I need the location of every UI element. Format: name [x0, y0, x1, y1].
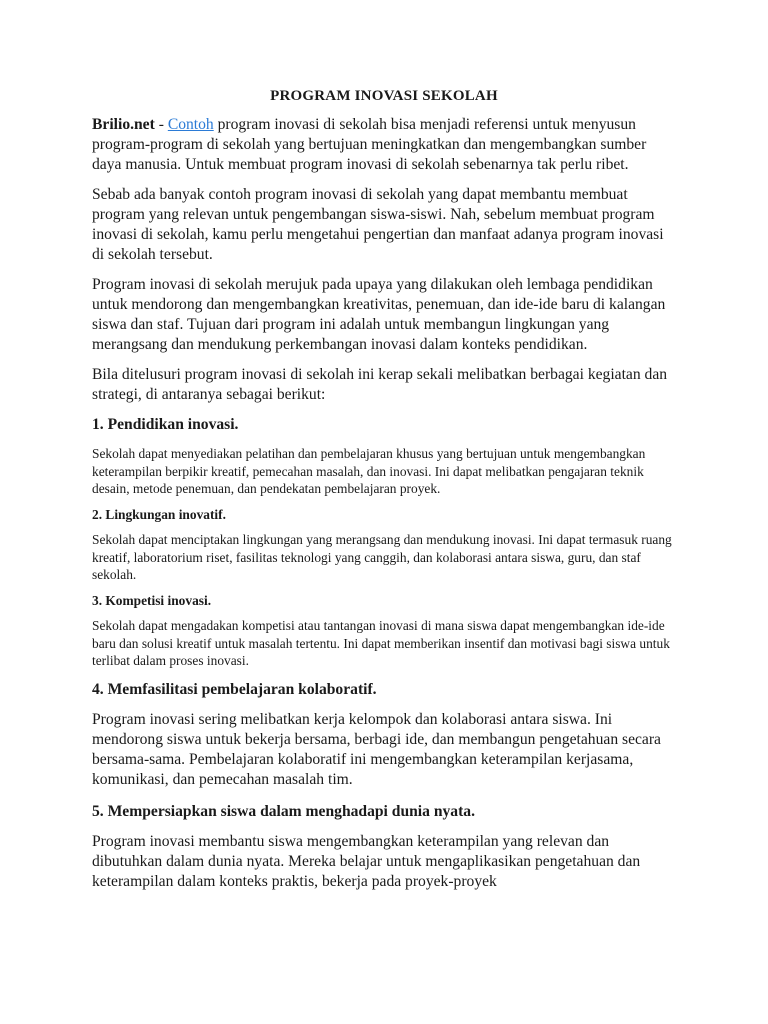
section-1-body: Sekolah dapat menyediakan pelatihan dan pembelajaran khusus yang bertujuan untuk mengembangkan keterampilan berpikir kreatif, pemecahan masalah, dan inovasi. Ini dapat melibatkan pengajaran teknik desain, metode penemuan, dan pendekatan pembelajaran proyek.	[92, 446, 646, 496]
source-name: Brilio.net	[92, 116, 155, 133]
lead-rest: program inovasi di sekolah bisa menjadi referensi untuk menyusun program-program di sekolah yang bertujuan meningkatkan dan mengembangkan sumber daya manusia. Untuk membuat program inovasi di sekolah sebenarnya tak perlu ribet.	[92, 116, 647, 173]
section-1-heading: 1. Pendidikan inovasi.	[92, 416, 239, 433]
section-3-body: Sekolah dapat mengadakan kompetisi atau tantangan inovasi di mana siswa dapat mengembangkan ide-ide baru dan solusi kreatif untuk masalah tertentu. Ini dapat memberikan insentif dan motivasi bagi siswa untuk terlibat dalam proses inovasi.	[92, 618, 670, 668]
section-3-heading: 3. Kompetisi inovasi.	[92, 592, 212, 608]
section-4-body: Program inovasi sering melibatkan kerja kelompok dan kolaborasi antara siswa. Ini mendorong siswa untuk bekerja bersama, berbagi ide, dan membangun pengetahuan secara bersama-sama. Pembelajaran kolaboratif ini mengembangkan keterampilan kerjasama, komunikasi, dan pemecahan masalah tim.	[92, 710, 661, 788]
section-2-heading: 2. Lingkungan inovatif.	[92, 506, 226, 522]
paragraph-2: Sebab ada banyak contoh program inovasi di sekolah yang dapat membantu membuat program yang relevan untuk pengembangan siswa-siswi. Nah, sebelum membuat program inovasi di sekolah, kamu perlu mengetahui pengertian dan manfaat adanya program inovasi di sekolah tersebut.	[92, 186, 664, 263]
source-dash: -	[154, 116, 168, 133]
section-5-heading: 5. Mempersiapkan siswa dalam menghadapi dunia nyata.	[92, 802, 475, 820]
section-5-body: Program inovasi membantu siswa mengembangkan keterampilan yang relevan dan dibutuhkan dalam dunia nyata. Mereka belajar untuk mengaplikasikan pengetahuan dan keterampilan dalam konteks praktis, bekerja pada proyek-proyek	[92, 832, 641, 890]
paragraph-3: Program inovasi di sekolah merujuk pada upaya yang dilakukan oleh lembaga pendidikan untuk mendorong dan mengembangkan kreativitas, penemuan, dan ide-ide baru di kalangan siswa dan staf. Tujuan dari program ini adalah untuk membangun lingkungan yang merangsang dan mendukung perkembangan inovasi dalam konteks pendidikan.	[92, 276, 666, 353]
section-4-heading: 4. Memfasilitasi pembelajaran kolaboratif.	[92, 680, 377, 698]
contoh-link[interactable]: Contoh	[167, 116, 214, 133]
section-2-body: Sekolah dapat menciptakan lingkungan yang merangsang dan mendukung inovasi. Ini dapat termasuk ruang kreatif, laboratorium riset, fasilitas teknologi yang canggih, dan kolaborasi antara siswa, guru, dan staf sekolah.	[92, 532, 672, 582]
lead-paragraph	[92, 115, 676, 175]
page-title: PROGRAM INOVASI SEKOLAH	[270, 88, 498, 104]
paragraph-4: Bila ditelusuri program inovasi di sekolah ini kerap sekali melibatkan berbagai kegiatan dan strategi, di antaranya sebagai berikut:	[92, 366, 668, 403]
